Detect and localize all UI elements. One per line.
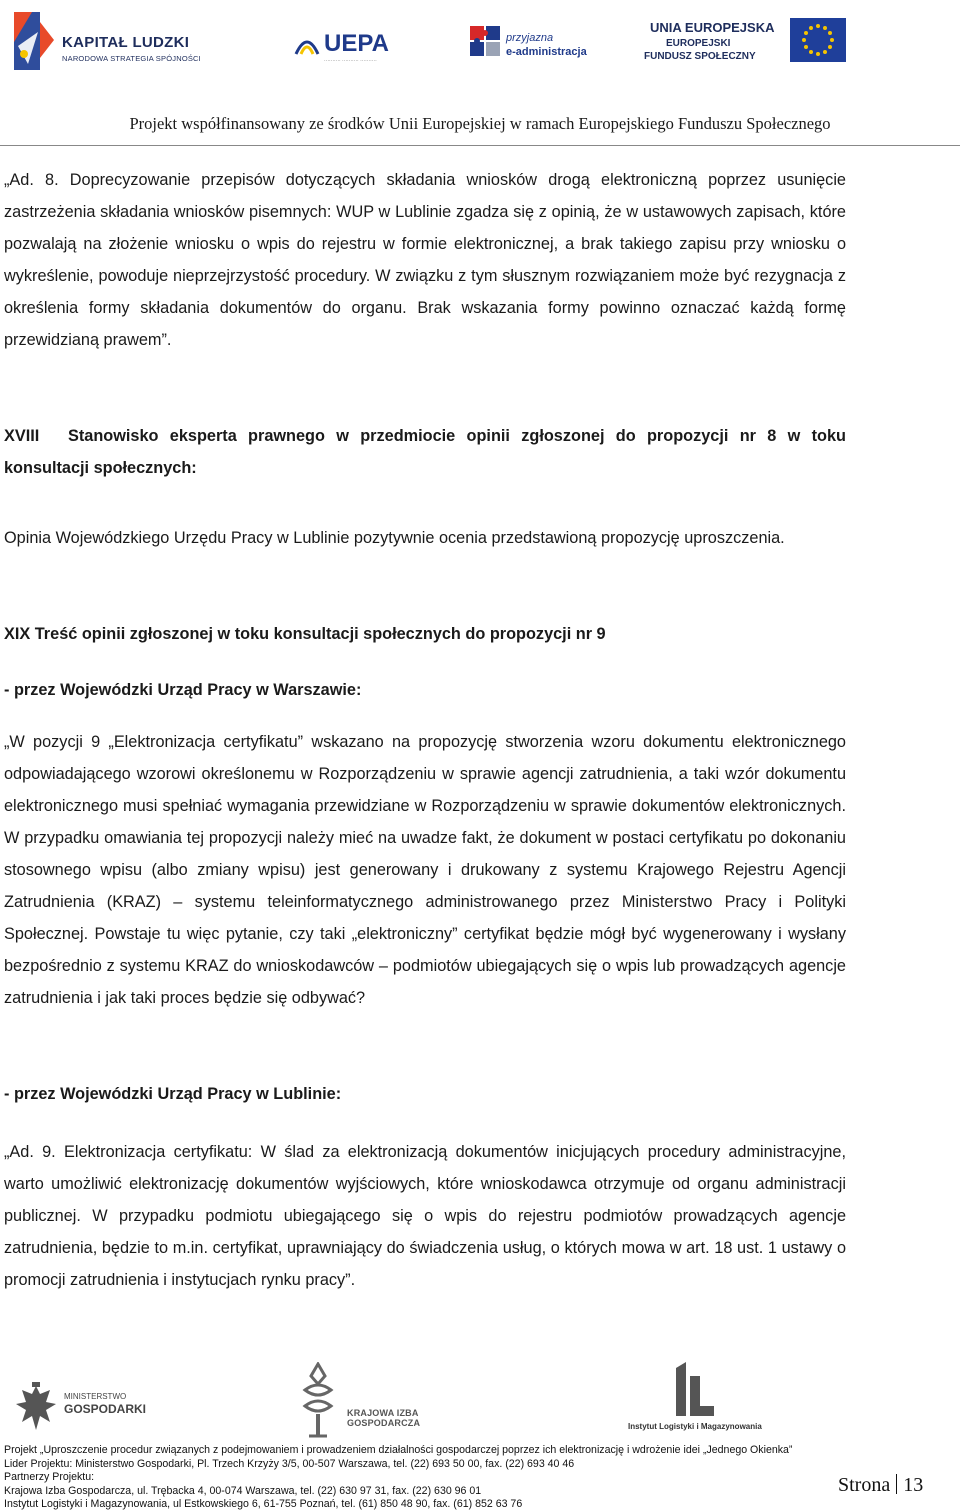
kapital-ludzki-subtitle: NARODOWA STRATEGIA SPÓJNOŚCI xyxy=(62,54,201,63)
cofinance-statement: Projekt współfinansowany ze środków Unii Europejskiej w ramach Europejskiego Funduszu Społecznego xyxy=(129,114,831,133)
page-label: Strona xyxy=(838,1474,891,1496)
unia-europejska-logo xyxy=(644,10,850,70)
ue-line1: UNIA EUROPEJSKA xyxy=(650,20,775,35)
footer-project-info xyxy=(4,1444,864,1512)
kapital-ludzki-logo xyxy=(14,10,214,70)
e-administracja-line1: przyjazna xyxy=(506,32,554,44)
section-xviii-heading xyxy=(4,420,846,484)
footer-project-leader: Lider Projektu: Ministerstwo Gospodarki, Pl. Trzech Krzyży 3/5, 00-507 Warszawa, tel. (22) 693 50 00, fax. (22) 693 40 46 xyxy=(4,1457,575,1470)
section-xviii-title: Stanowisko eksperta prawnego w przedmiocie opinii zgłoszonej do propozycji nr 8 w toku konsultacji społecznych: xyxy=(4,427,846,477)
footer-project-title: Projekt „Uproszczenie procedur związanych z podejmowaniem i prowadzeniem działalności gospodarczej poprzez ich elektronizację i wdrożenie idei „Jednego Okienka” xyxy=(4,1444,793,1456)
uepa-subtitle-graphic: ·········· ·········· ·········· xyxy=(324,58,377,64)
section-xix-heading: XIX Treść opinii zgłoszonej w toku konsultacji społecznych do propozycji nr 9 xyxy=(4,625,606,643)
page-number-separator xyxy=(896,1474,897,1494)
xviii-opinion-paragraph: Opinia Wojewódzkiego Urzędu Pracy w Lublinie pozytywnie ocenia przedstawioną propozycję uproszczenia. xyxy=(4,529,785,547)
eagle-emblem-icon xyxy=(14,1382,58,1434)
ad8-opinion-paragraph: „Ad. 8. Doprecyzowanie przepisów dotyczących składania wniosków drogą elektroniczną poprzez usunięcie zastrzeżenia składania wniosków pisemnych: WUP w Lublinie zgadza się z opinią, że w ustawowych zapisach, które pozwalają na złożenie wniosku o wpis do rejestru w formie elektronicznej, a brak takiego zapisu przy wniosku o wykreślenie, powoduje nieprzejrzystość procedury. W związku z tym słusznym rozwiązaniem może być rezygnacja z określenia formy składania dokumentów do organu. Brak wskazania formy powinno oznaczać każdą formę przewidzianą prawem”. xyxy=(4,171,846,349)
kig-logo xyxy=(295,1362,485,1442)
footer-partner-kig: Krajowa Izba Gospodarcza, ul. Trębacka 4, 00-074 Warszawa, tel. (22) 630 97 31, fax. (22) 630 96 01 xyxy=(4,1484,482,1497)
warszawa-opinion-paragraph: „W pozycji 9 „Elektronizacja certyfikatu” wskazano na propozycję stworzenia wzoru dokumentu elektronicznego odpowiadającego wzorowi określonemu w Rozporządzeniu w sprawie agencji zatrudnienia, a taki wzór dokumentu elektronicznego musi spełniać wymagania przewidziane w Rozporządzeniu w sprawie dokumentów elektronicznych. W przypadku omawiania tej propozycji należy mieć na uwadze fakt, że dokument w postaci certyfikatu po dokonaniu stosownego wpisu (albo zmiany wpisu) jest generowany i drukowany z systemu Krajowego Rejestru Agencji Zatrudnienia (KRAZ) – systemu teleinformatycznego administrowanego przez Ministerstwo Pracy i Polityki Społecznej. Powstaje tu więc pytanie, czy taki „elektroniczny” certyfikat będzie mógł być wygenerowany i wysłany bezpośrednio z systemu KRAZ do wnioskodawców – podmiotów ubiegających się o wpis lub prowadzących agencje zatrudnienia i jak taki proces będzie się odbywać? xyxy=(4,733,846,1007)
lublin-heading: - przez Wojewódzki Urząd Pracy w Lublinie: xyxy=(4,1085,342,1103)
kig-name: KRAJOWA IZBA GOSPODARCZA xyxy=(347,1408,421,1428)
ilm-mark-icon xyxy=(672,1362,716,1420)
warszawa-heading: - przez Wojewódzki Urząd Pracy w Warszawie: xyxy=(4,681,362,699)
ilm-name: Instytut Logistyki i Magazynowania xyxy=(628,1422,762,1431)
section-xviii-number: XVIII xyxy=(4,427,40,445)
kapital-ludzki-mark-icon xyxy=(14,12,54,70)
ue-line2: EUROPEJSKI xyxy=(666,38,731,49)
page-number xyxy=(838,1474,923,1497)
uepa-logo xyxy=(292,10,402,70)
footer-logos xyxy=(0,1360,960,1440)
e-administracja-line2: e-administracja xyxy=(506,46,587,58)
ministerstwo-gospodarki-logo xyxy=(14,1382,147,1434)
kapital-ludzki-name: KAPITAŁ LUDZKI xyxy=(62,34,190,51)
eu-flag-icon xyxy=(790,18,846,62)
page-number-value: 13 xyxy=(903,1474,924,1496)
ue-line3: FUNDUSZ SPOŁECZNY xyxy=(644,51,756,62)
uepa-name: UEPA xyxy=(324,30,389,57)
uepa-mark-icon xyxy=(292,28,322,58)
ministerstwo-line2: GOSPODARKI xyxy=(64,1402,147,1416)
footer-partners-label: Partnerzy Projektu: xyxy=(4,1471,95,1483)
e-administracja-logo xyxy=(468,10,588,70)
puzzle-icon xyxy=(468,24,502,58)
footer-partner-ilm: Instytut Logistyki i Magazynowania, ul Estkowskiego 6, 61-755 Poznań, tel. (61) 850 48 90, fax. (61) 852 63 76 xyxy=(4,1498,523,1510)
header-divider xyxy=(0,145,960,146)
ministerstwo-line1: MINISTERSTWO xyxy=(64,1392,127,1401)
lublin-opinion-paragraph: „Ad. 9. Elektronizacja certyfikatu: W ślad za elektronizacją dokumentów inicjujących procedury administracyjne, warto umożliwić elektronizację dokumentów wyjściowych, które wnioskodawca otrzymuje od organu administracji publicznej. W przypadku podmiotu ubiegającego się o wpis do rejestru podmiotów prowadzących agencje zatrudnienia, będzie to m.in. certyfikat, uprawniający do świadczenia usług, o których mowa w art. 18 ust. 1 ustawy o promocji zatrudnienia i instytucjach rynku pracy”. xyxy=(4,1143,846,1289)
kig-mark-icon xyxy=(295,1362,341,1438)
header-logos xyxy=(0,0,960,80)
ilm-logo xyxy=(628,1362,762,1442)
